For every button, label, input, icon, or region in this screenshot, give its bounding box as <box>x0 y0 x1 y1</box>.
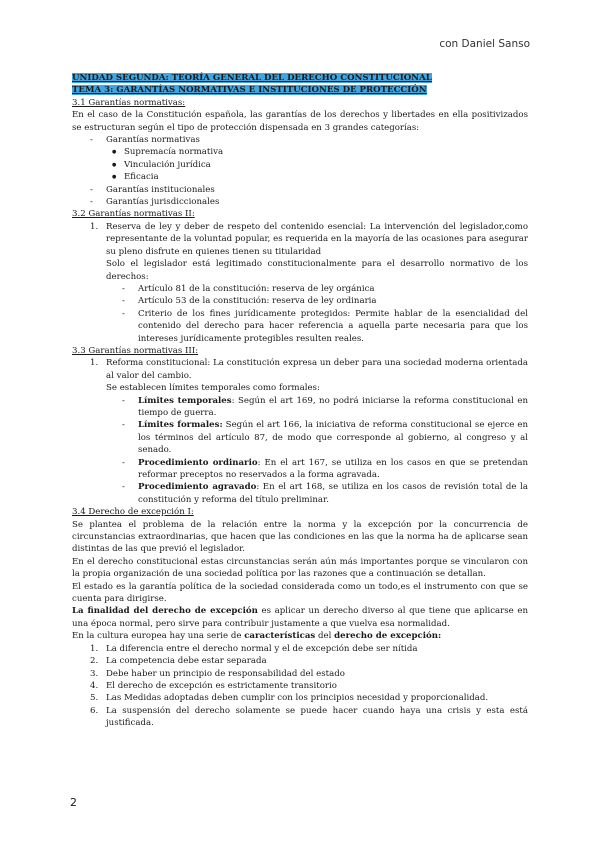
numbered-item: 5. Las Medidas adoptadas deben cumplir con los principios necesidad y proporcionalidad. <box>90 693 489 704</box>
sub-item: ● Eficacia <box>72 171 528 183</box>
sub-item: ● Supremacía normativa <box>72 146 528 158</box>
numbered-item: 6. La suspensión del derecho solamente se puede hacer cuando haya una crisis y esta está justificada. <box>90 705 528 729</box>
paragraph: La finalidad del derecho de excepción es aplicar un derecho diverso al que tiene que aplicarse en una época normal, pero sirve para contribuir justamente a que vuelva esa normalidad. <box>72 606 528 629</box>
page-header-author: con Daniel Sanso <box>439 38 530 50</box>
dash-item: - Artículo 81 de la constitución: reserva de ley orgánica <box>72 283 528 295</box>
unit-title: UNIDAD SEGUNDA: TEORÍA GENERAL DEL DERECHO CONSTITUCIONAL <box>72 73 432 83</box>
section-heading-3-2: 3.2 Garantías normativas II: <box>72 209 195 220</box>
paragraph: En la cultura europea hay una serie de características del derecho de excepción: <box>72 631 442 642</box>
paragraph: El estado es la garantía política de la sociedad considerada como un todo,es el instrumento con que se cuenta para dirigirse. <box>72 581 528 605</box>
document-body <box>72 72 528 730</box>
paragraph: Se establecen límites temporales como formales: <box>106 383 320 394</box>
section-3-1-intro: En el caso de la Constitución española, las garantías de los derechos y libertades en ella positivizados se estructuran según el tipo de protección dispensada en 3 grandes categorías: <box>72 110 528 133</box>
page-number: 2 <box>70 796 77 809</box>
category-item: - Garantías normativas <box>72 134 528 146</box>
category-item: - Garantías jurisdiccionales <box>72 196 528 208</box>
dash-item: - Límites temporales: Según el art 169, no podrá iniciarse la reforma constitucional en tiempo de guerra. <box>72 395 528 420</box>
section-heading-3-1: 3.1 Garantías normativas: <box>72 97 186 108</box>
paragraph: Solo el legislador está legitimado constitucionalmente para el desarrollo normativo de los derechos: <box>106 259 528 282</box>
dash-item: - Límites formales: Según el art 166, la iniciativa de reforma constitucional se ejerce en los términos del artículo 87, de modo que corresponde al gobierno, al congreso y al senado. <box>72 419 528 456</box>
section-heading-3-3: 3.3 Garantías normativas III: <box>72 345 199 356</box>
numbered-item: 1. Reforma constitucional: La constitución expresa un deber para una sociedad moderna orientada al valor del cambio. <box>90 358 528 381</box>
sub-item: ● Vinculación jurídica <box>72 159 528 171</box>
paragraph: En el derecho constitucional estas circunstancias serán aún más importantes porque se vincularon con la propia organización de una sociedad política por las razones que a continuación se detallan. <box>72 556 528 580</box>
numbered-item: 4. El derecho de excepción es estrictamente transitorio <box>90 680 337 691</box>
numbered-item: 3. Debe haber un principio de responsabilidad del estado <box>90 668 345 679</box>
dash-item: - Criterio de los fines jurídicamente protegidos: Permite hablar de la esencialidad del contenido del derecho para hacer referencia a aquella parte necesaria para que los intereses jurídicamente protegibles resulten reales. <box>72 308 528 345</box>
category-item: - Garantías institucionales <box>72 184 528 196</box>
dash-item: - Artículo 53 de la constitución: reserva de ley ordinaria <box>72 295 528 307</box>
topic-title: TEMA 3: GARANTÍAS NORMATIVAS E INSTITUCIONES DE PROTECCIÓN <box>72 85 427 96</box>
section-heading-3-4: 3.4 Derecho de excepción I: <box>72 507 194 518</box>
numbered-item: 1. Reserva de ley y deber de respeto del contenido esencial: La intervención del legislador,como representante de la voluntad popular, es requerida en la mayoría de las ocasiones para asegurar su pleno disfrute en quienes tienen su titularidad <box>90 221 528 257</box>
dash-item: - Procedimiento agravado: En el art 168, se utiliza en los casos de revisión total de la constitución y reforma del título preliminar. <box>72 481 528 506</box>
dash-item: - Procedimiento ordinario: En el art 167, se utiliza en los casos en que se pretendan reformar preceptos no reservados a la forma agravada. <box>72 457 528 482</box>
paragraph: Se plantea el problema de la relación entre la norma y la excepción por la concurrencia de circunstancias extraordinarias, que hacen que las condiciones en las que la norma ha de aplicarse sean distintas de las que previó el legislador. <box>72 519 528 555</box>
numbered-item: 1. La diferencia entre el derecho normal y el de excepción debe ser nítida <box>90 643 418 654</box>
numbered-item: 2. La competencia debe estar separada <box>90 656 267 667</box>
